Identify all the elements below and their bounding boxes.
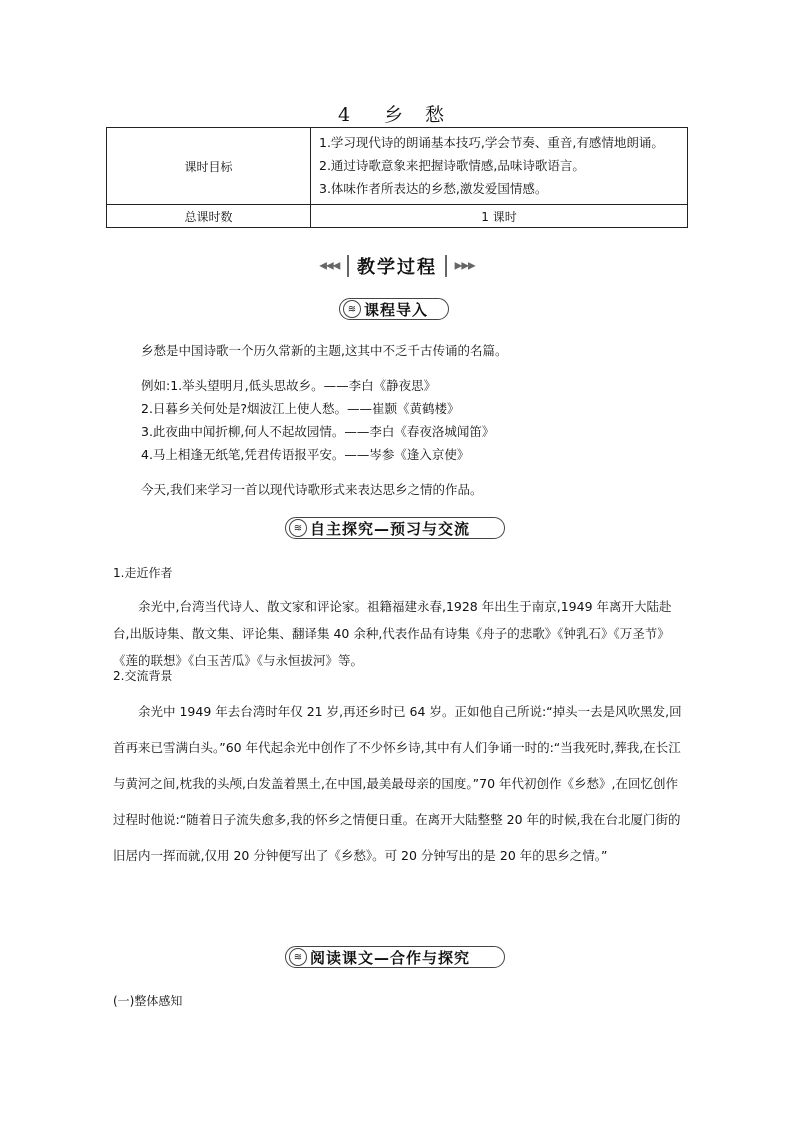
closing-paragraph: 今天,我们来学习一首以现代诗歌形式来表达思乡之情的作品。 xyxy=(141,482,483,497)
book-stack-icon: ≋ xyxy=(289,948,307,966)
book-stack-icon: ≋ xyxy=(289,519,307,537)
section-heading-intro xyxy=(339,298,449,320)
example-line: 2.日暮乡关何处是?烟波江上使人愁。——崔颢《黄鹤楼》 xyxy=(141,401,460,416)
teaching-process-banner xyxy=(0,253,794,279)
goal-item: 2.通过诗歌意象来把握诗歌情感,品味诗歌语言。 xyxy=(319,158,585,173)
hours-value: 1 课时 xyxy=(311,205,688,228)
title-char-2: 愁 xyxy=(425,104,447,126)
example-line: 3.此夜曲中闻折柳,何人不起故园情。——李白《春夜洛城闻笛》 xyxy=(141,424,495,439)
example-line: 例如:1.举头望明月,低头思故乡。——李白《静夜思》 xyxy=(141,378,437,393)
background-paragraph: 余光中 1949 年去台湾时年仅 21 岁,再还乡时已 64 岁。正如他自己所说:“掉头一去是风吹黑发,回首再来已雪满白头。”60 年代起余光中创作了不少怀乡诗,其中有人们争诵一时的:“当我死时,葬我,在长江与黄河之间,枕我的头颅,白发盖着黑土,在中国,最美最母亲的国度。”70 年代初创作《乡愁》,在回忆创作过程时他说:“随着日子流失愈多,我的怀乡之情便日重。在离开大陆整整 20 年的时候,我在台北厦门街的旧居内一挥而就,仅用 20 分钟便写出了《乡愁》。可 20 分钟写出的是 20 年的思乡之情。” xyxy=(113,704,682,863)
author-paragraph: 余光中,台湾当代诗人、散文家和评论家。祖籍福建永春,1928 年出生于南京,1949 年离开大陆赴台,出版诗集、散文集、评论集、翻译集 40 余种,代表作品有诗集《舟子的悲歌》《钟乳石》《万圣节》《莲的联想》《白玉苦瓜》《与永恒拔河》等。 xyxy=(113,599,672,668)
goals-cell xyxy=(311,128,688,205)
goal-item: 1.学习现代诗的朗诵基本技巧,学会节奏、重音,有感情地朗诵。 xyxy=(319,135,664,150)
section-heading-self-study xyxy=(285,517,505,539)
lesson-number: 4 xyxy=(337,104,353,126)
left-arrows-icon: ◀◀◀ xyxy=(319,260,340,272)
book-stack-icon: ≋ xyxy=(343,300,361,318)
subheading: 1.走近作者 xyxy=(113,566,173,580)
intro-paragraph: 乡愁是中国诗歌一个历久常新的主题,这其中不乏千古传诵的名篇。 xyxy=(141,343,508,358)
example-line: 4.马上相逢无纸笔,凭君传语报平安。——岑参《逢入京使》 xyxy=(141,447,470,462)
goals-row xyxy=(107,128,688,205)
page-title xyxy=(0,100,794,127)
hours-label: 总课时数 xyxy=(107,205,311,228)
goal-item: 3.体味作者所表达的乡愁,激发爱国情感。 xyxy=(319,181,548,196)
hours-row xyxy=(107,205,688,228)
divider xyxy=(445,255,447,277)
section-title: 课程导入 xyxy=(364,300,429,319)
lesson-info-table xyxy=(106,127,688,228)
subheading: (一)整体感知 xyxy=(113,994,183,1008)
banner-title: 教学过程 xyxy=(357,257,437,278)
section-title: 自主探究—预习与交流 xyxy=(310,519,471,538)
divider xyxy=(347,255,349,277)
section-heading-reading xyxy=(285,946,505,968)
title-char-1: 乡 xyxy=(384,104,406,126)
goal-label: 课时目标 xyxy=(107,128,311,205)
subheading: 2.交流背景 xyxy=(113,669,173,683)
right-arrows-icon: ▶▶▶ xyxy=(454,260,475,272)
section-title: 阅读课文—合作与探究 xyxy=(310,948,471,967)
